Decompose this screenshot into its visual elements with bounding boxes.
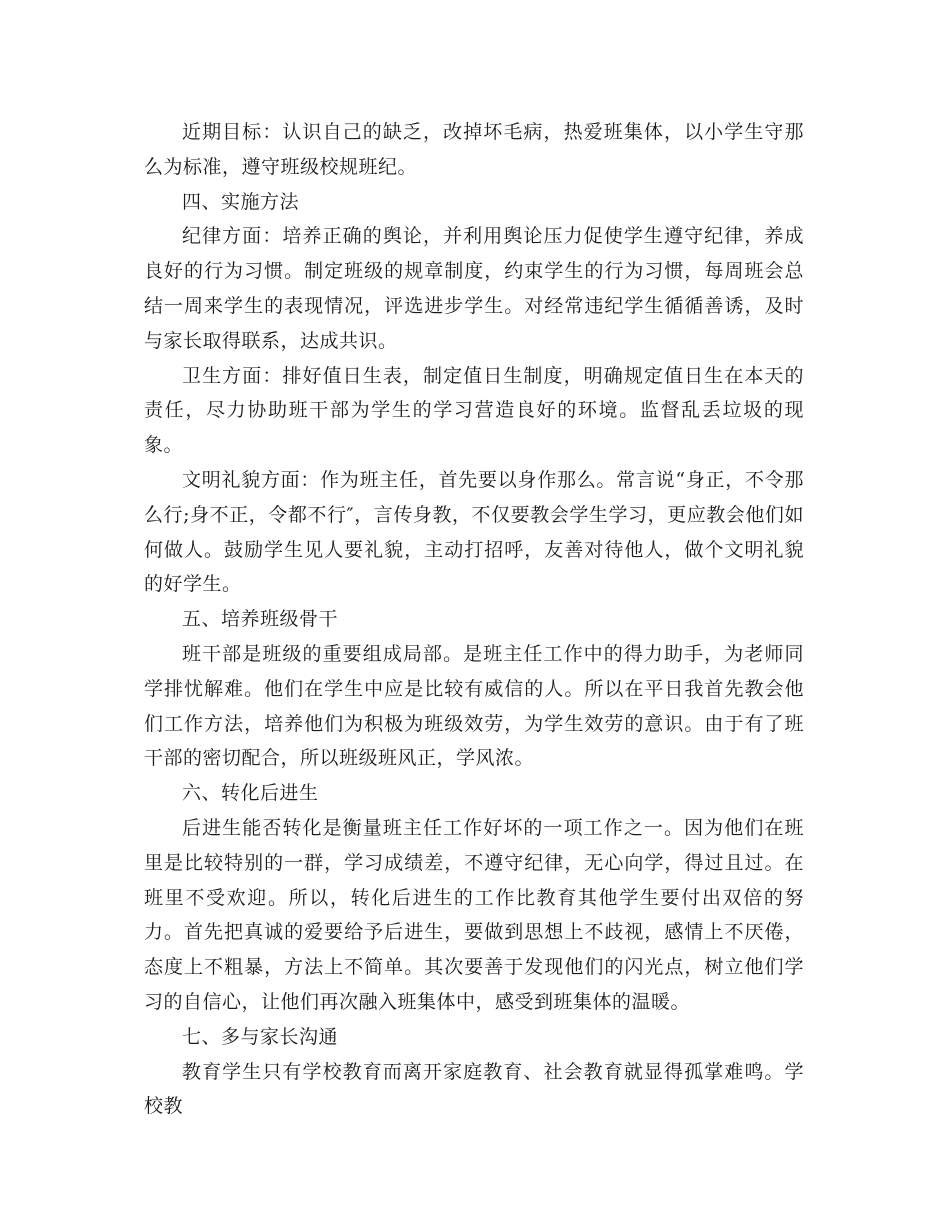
paragraph-civility: 文明礼貌方面：作为班主任，首先要以身作那么。常言说“身正，不令那么行;身不正，令都不行″，言传身教，不仅要教会学生学习，更应教会他们如何做人。鼓励学生见人要礼貌，主动打招呼，友善对待他人，做个文明礼貌的好学生。: [144, 468, 804, 596]
paragraph-parent-communication: 教育学生只有学校教育而离开家庭教育、社会教育就显得孤掌难鸣。学校教: [144, 1060, 804, 1118]
section-heading-class-cadres: 五、培养班级骨干: [182, 608, 339, 631]
paragraph-struggling-students: 后进生能否转化是衡量班主任工作好坏的一项工作之一。因为他们在班里是比较特别的一群，学习成绩差，不遵守纪律，无心向学，得过且过。在班里不受欢迎。所以，转化后进生的工作比教育其他学生要付出双倍的努力。首先把真诚的爱要给予后进生，要做到思想上不歧视，感情上不厌倦，态度上不粗暴，方法上不简单。其次要善于发现他们的闪光点，树立他们学习的自信心，让他们再次融入班集体中，感受到班集体的温暖。: [144, 816, 804, 1013]
paragraph-class-cadres: 班干部是班级的重要组成局部。是班主任工作中的得力助手，为老师同学排忧解难。他们在学生中应是比较有威信的人。所以在平日我首先教会他们工作方法，培养他们为积极为班级效劳，为学生效劳的意识。由于有了班干部的密切配合，所以班级班风正，学风浓。: [144, 642, 804, 770]
section-heading-struggling-students: 六、转化后进生: [182, 782, 319, 805]
document-body: [144, 115, 804, 1124]
section-heading-parent-communication: 七、多与家长沟通: [182, 1025, 339, 1048]
paragraph-near-term-goal: 近期目标：认识自己的缺乏，改掉坏毛病，热爱班集体，以小学生守那么为标准，遵守班级校规班纪。: [144, 121, 804, 178]
paragraph-hygiene: 卫生方面：排好值日生表，制定值日生制度，明确规定值日生在本天的责任，尽力协助班干部为学生的学习营造良好的环境。监督乱丢垃圾的现象。: [144, 364, 804, 457]
paragraph-discipline: 纪律方面：培养正确的舆论，并利用舆论压力促使学生遵守纪律，养成良好的行为习惯。制定班级的规章制度，约束学生的行为习惯，每周班会总结一周来学生的表现情况，评选进步学生。对经常违纪学生循循善诱，及时与家长取得联系，达成共识。: [144, 225, 804, 352]
section-heading-implementation-methods: 四、实施方法: [182, 190, 300, 213]
